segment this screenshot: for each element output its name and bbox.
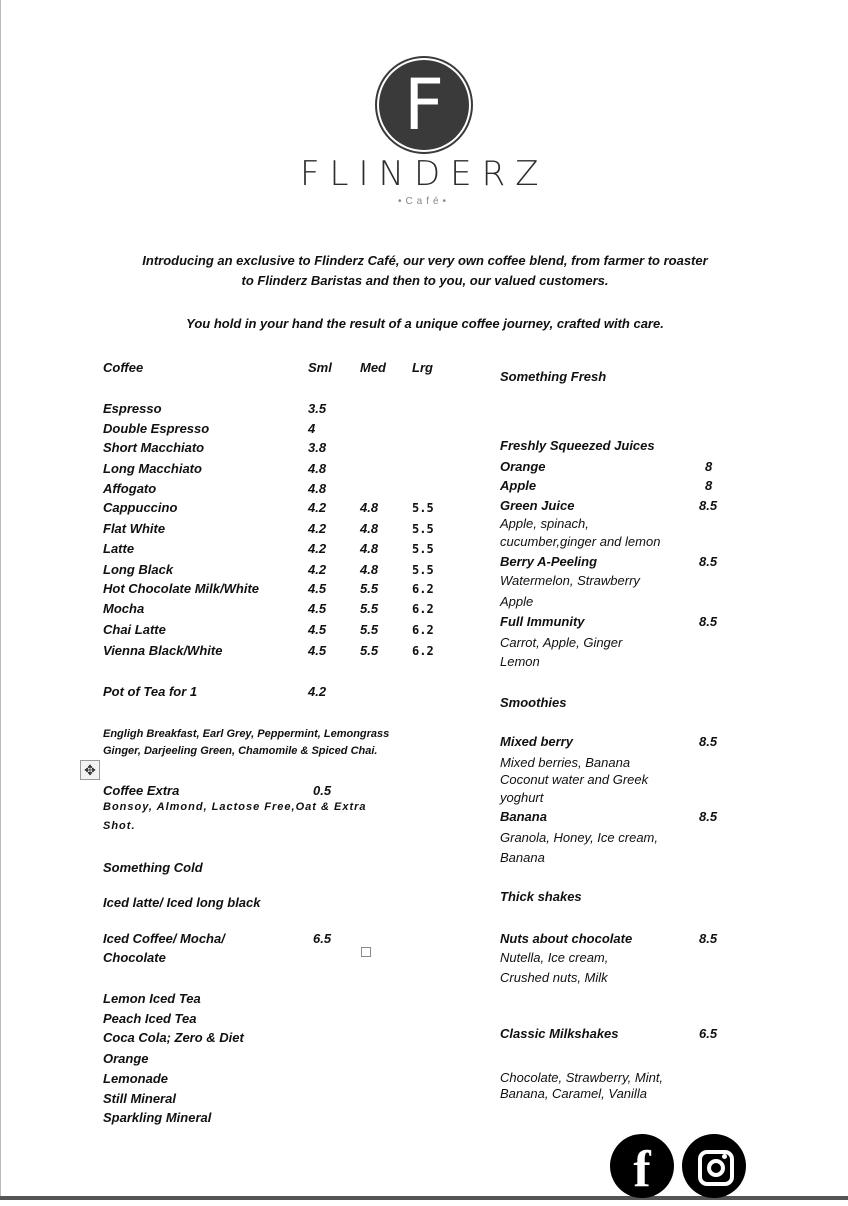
coffee-price-lrg: 6.2 bbox=[412, 644, 434, 658]
cold-item: Orange bbox=[103, 1051, 149, 1066]
brand-name: FLINDERZ bbox=[300, 154, 549, 194]
coffee-extra-desc-2: Shot. bbox=[103, 820, 136, 832]
shake-price: 6.5 bbox=[699, 1026, 718, 1041]
col-med: Med bbox=[360, 360, 386, 375]
coffee-price-lrg: 6.2 bbox=[412, 582, 434, 596]
coffee-price-sml: 4.5 bbox=[308, 601, 327, 616]
coffee-item-name: Flat White bbox=[103, 521, 166, 536]
smoothie-name: Mixed berry bbox=[500, 734, 573, 749]
juices-heading: Freshly Squeezed Juices bbox=[500, 438, 655, 453]
coffee-price-lrg: 5.5 bbox=[412, 501, 434, 515]
coffee-price-sml: 3.8 bbox=[308, 440, 327, 455]
coffee-price-sml: 4 bbox=[308, 421, 316, 436]
coffee-item-name: Hot Chocolate Milk/White bbox=[103, 581, 259, 596]
coffee-price-med: 5.5 bbox=[360, 581, 379, 596]
coffee-price-med: 4.8 bbox=[360, 521, 379, 536]
cold-heading: Something Cold bbox=[103, 860, 203, 875]
coffee-price-med: 4.8 bbox=[360, 562, 379, 577]
coffee-item-name: Double Espresso bbox=[103, 421, 210, 436]
coffee-price-lrg: 5.5 bbox=[412, 563, 434, 577]
juice-name: Green Juice bbox=[500, 498, 575, 513]
shake-desc: Banana, Caramel, Vanilla bbox=[500, 1086, 647, 1101]
coffee-price-med: 5.5 bbox=[360, 622, 379, 637]
smoothie-desc: Banana bbox=[500, 850, 545, 865]
smoothie-desc: Granola, Honey, Ice cream, bbox=[500, 830, 658, 845]
juice-price: 8.5 bbox=[699, 554, 718, 569]
cold-item: Still Mineral bbox=[103, 1091, 176, 1106]
juice-price: 8.5 bbox=[699, 614, 718, 629]
juice-price: 8 bbox=[705, 478, 713, 493]
cold-item: Coca Cola; Zero & Diet bbox=[103, 1030, 244, 1045]
juice-name: Orange bbox=[500, 459, 546, 474]
juice-name: Full Immunity bbox=[500, 614, 585, 629]
coffee-price-sml: 4.8 bbox=[308, 461, 327, 476]
intro-line-3: You hold in your hand the result of a unique coffee journey, crafted with care. bbox=[186, 316, 664, 331]
intro-line-1: Introducing an exclusive to Flinderz Café, our very own coffee blend, from farmer to roaster bbox=[142, 253, 708, 268]
facebook-icon[interactable]: f bbox=[610, 1134, 674, 1198]
coffee-item-name: Mocha bbox=[103, 601, 145, 616]
smoothie-price: 8.5 bbox=[699, 809, 718, 824]
coffee-item-name: Vienna Black/White bbox=[103, 643, 223, 658]
juice-desc: Apple bbox=[500, 594, 534, 609]
coffee-price-sml: 4.5 bbox=[308, 622, 327, 637]
checkbox[interactable] bbox=[361, 947, 371, 957]
coffee-item-name: Long Black bbox=[103, 562, 174, 577]
coffee-price-sml: 3.5 bbox=[308, 401, 327, 416]
smoothie-desc: Mixed berries, Banana bbox=[500, 755, 631, 770]
coffee-item-name: Latte bbox=[103, 541, 135, 556]
shake-name: Nuts about chocolate bbox=[500, 931, 633, 946]
coffee-price-lrg: 5.5 bbox=[412, 522, 434, 536]
smoothie-name: Banana bbox=[500, 809, 547, 824]
juice-desc: Watermelon, Strawberry bbox=[500, 573, 640, 588]
fresh-heading: Something Fresh bbox=[500, 369, 607, 384]
cold-item: Peach Iced Tea bbox=[103, 1011, 197, 1026]
juice-price: 8 bbox=[705, 459, 713, 474]
juice-desc: Carrot, Apple, Ginger bbox=[500, 635, 623, 650]
instagram-icon[interactable] bbox=[682, 1134, 746, 1198]
smoothie-desc: yoghurt bbox=[500, 790, 544, 805]
iced-latte: Iced latte/ Iced long black bbox=[103, 895, 261, 910]
shake-desc: Crushed nuts, Milk bbox=[500, 970, 608, 985]
col-sml: Sml bbox=[308, 360, 332, 375]
move-handle-icon[interactable]: ✥ bbox=[80, 760, 100, 780]
juice-price: 8.5 bbox=[699, 498, 718, 513]
intro-line-2: to Flinderz Baristas and then to you, our valued customers. bbox=[241, 273, 609, 288]
brand-subtitle: •Café• bbox=[397, 196, 451, 207]
page-border bbox=[0, 0, 1, 1200]
juice-desc: cucumber,ginger and lemon bbox=[500, 534, 661, 549]
shake-desc: Chocolate, Strawberry, Mint, bbox=[500, 1070, 664, 1085]
coffee-item-name: Espresso bbox=[103, 401, 162, 416]
smoothies-heading: Smoothies bbox=[500, 695, 567, 710]
coffee-price-med: 5.5 bbox=[360, 601, 379, 616]
smoothie-desc: Coconut water and Greek bbox=[500, 772, 649, 787]
cold-item: Sparkling Mineral bbox=[103, 1110, 212, 1125]
juice-desc: Apple, spinach, bbox=[500, 516, 589, 531]
cold-item: Lemon Iced Tea bbox=[103, 991, 201, 1006]
shake-price: 8.5 bbox=[699, 931, 718, 946]
coffee-price-sml: 4.2 bbox=[308, 541, 327, 556]
juice-name: Apple bbox=[500, 478, 537, 493]
shakes-heading: Thick shakes bbox=[500, 889, 582, 904]
coffee-price-sml: 4.2 bbox=[308, 521, 327, 536]
coffee-price-sml: 4.5 bbox=[308, 581, 327, 596]
coffee-item-name: Affogato bbox=[103, 481, 157, 496]
coffee-item-name: Cappuccino bbox=[103, 500, 178, 515]
iced-coffee-price: 6.5 bbox=[313, 931, 332, 946]
coffee-item-name: Chai Latte bbox=[103, 622, 166, 637]
tea-price: 4.2 bbox=[308, 684, 327, 699]
coffee-price-lrg: 6.2 bbox=[412, 623, 434, 637]
coffee-extra-desc-1: Bonsoy, Almond, Lactose Free,Oat & Extra bbox=[103, 801, 367, 813]
coffee-price-med: 4.8 bbox=[360, 500, 379, 515]
smoothie-price: 8.5 bbox=[699, 734, 718, 749]
coffee-item-name: Short Macchiato bbox=[103, 440, 205, 455]
col-lrg: Lrg bbox=[412, 360, 433, 375]
iced-coffee-line-2: Chocolate bbox=[103, 950, 166, 965]
tea-name: Pot of Tea for 1 bbox=[103, 684, 198, 699]
logo-letter: F bbox=[403, 64, 445, 146]
tea-description-2: Ginger, Darjeeling Green, Chamomile & Spiced Chai. bbox=[103, 745, 378, 757]
iced-coffee-line-1: Iced Coffee/ Mocha/ bbox=[103, 931, 225, 946]
shake-name: Classic Milkshakes bbox=[500, 1026, 619, 1041]
coffee-price-lrg: 6.2 bbox=[412, 602, 434, 616]
coffee-item-name: Long Macchiato bbox=[103, 461, 202, 476]
cafe-logo bbox=[379, 60, 469, 150]
coffee-price-sml: 4.2 bbox=[308, 500, 327, 515]
coffee-price-lrg: 5.5 bbox=[412, 542, 434, 556]
coffee-extra-name: Coffee Extra bbox=[103, 783, 180, 798]
cold-item: Lemonade bbox=[103, 1071, 169, 1086]
coffee-price-med: 4.8 bbox=[360, 541, 379, 556]
coffee-extra-price: 0.5 bbox=[313, 783, 332, 798]
coffee-price-med: 5.5 bbox=[360, 643, 379, 658]
coffee-heading: Coffee bbox=[103, 360, 144, 375]
juice-name: Berry A-Peeling bbox=[500, 554, 598, 569]
coffee-price-sml: 4.5 bbox=[308, 643, 327, 658]
coffee-price-sml: 4.2 bbox=[308, 562, 327, 577]
shake-desc: Nutella, Ice cream, bbox=[500, 950, 609, 965]
coffee-price-sml: 4.8 bbox=[308, 481, 327, 496]
tea-description-1: Engligh Breakfast, Earl Grey, Peppermint, Lemongrass bbox=[103, 728, 390, 740]
juice-desc: Lemon bbox=[500, 654, 540, 669]
